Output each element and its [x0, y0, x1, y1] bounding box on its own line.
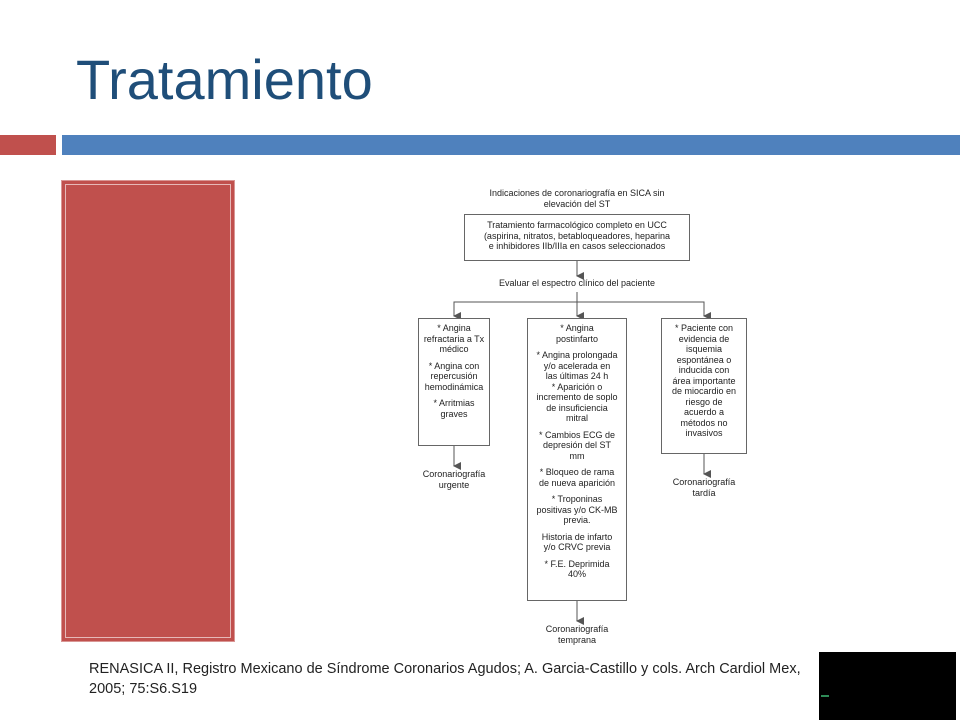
treatment-line: e inhibidores IIb/IIIa en casos seleccionados	[488, 241, 666, 251]
criterion-line: * F.E. Deprimida	[544, 558, 610, 569]
criterion	[528, 382, 626, 424]
criterion-line: evidencia de	[678, 333, 730, 344]
criterion-line: repercusión	[430, 371, 478, 381]
criterion-line: riesgo de	[685, 396, 723, 407]
outcome-line: tardía	[692, 487, 716, 498]
left-criteria-box	[418, 318, 490, 446]
title-accent-blue-bar	[62, 135, 960, 155]
criterion	[528, 494, 626, 526]
treatment-line: Tratamiento farmacológico completo en UCC	[487, 220, 667, 230]
criterion-line: * Angina	[560, 323, 594, 333]
treatment-box	[464, 214, 690, 261]
criterion-line: mitral	[566, 413, 588, 423]
criterion-line: * Angina con	[428, 360, 480, 371]
reference-citation: RENASICA II, Registro Mexicano de Síndrome Coronarios Agudos; A. Garcia-Castillo y cols. Arch Cardiol Mex, 2005; 75:S6.S19	[89, 661, 801, 697]
criterion-line: 40%	[567, 569, 586, 579]
criterion-line: acuerdo a	[683, 407, 725, 417]
criterion-line: y/o CRVC previa	[543, 542, 611, 552]
criterion-line: invasivos	[685, 428, 723, 438]
connector-to-right-box	[577, 302, 704, 316]
criterion-line: graves	[440, 408, 468, 419]
criterion-line: espontánea o	[676, 354, 732, 365]
criterion-line: mm	[569, 450, 585, 461]
evaluate-label: Evaluar el espectro clínico del paciente	[498, 278, 656, 288]
criterion-line: * Bloqueo de rama	[539, 467, 615, 477]
outcome-line: urgente	[438, 479, 470, 490]
slide-title: Tratamiento	[76, 48, 373, 111]
criterion-line: métodos no	[680, 417, 728, 428]
heading-line: Indicaciones de coronariografía en SICA sin	[489, 188, 665, 198]
right-criteria-box	[661, 318, 747, 454]
decorative-red-panel	[61, 180, 235, 642]
green-marker	[821, 695, 829, 697]
criterion-line: y/o acelerada en	[543, 360, 611, 371]
criterion-line: depresión del ST	[542, 440, 612, 450]
criterion	[419, 398, 489, 419]
criterion-line: isquemia	[685, 344, 723, 354]
criterion	[528, 532, 626, 553]
flowchart-heading	[460, 188, 694, 209]
outcome-line: Coronariografía	[422, 469, 486, 479]
criterion-line: * Cambios ECG de	[538, 429, 616, 440]
outcome-urgent	[404, 469, 504, 490]
criterion-line: las últimas 24 h	[545, 371, 609, 381]
criterion-line: * Troponinas	[551, 494, 603, 504]
criterion-line: positivas y/o CK-MB	[536, 504, 618, 515]
center-criteria-box	[527, 318, 627, 601]
dark-video-thumbnail	[819, 652, 956, 720]
criterion-line: inducida con	[678, 365, 730, 375]
criterion-line: refractaria a Tx	[423, 333, 485, 344]
criterion-line: hemodinámica	[424, 381, 484, 392]
criterion-line: de insuficiencia	[546, 402, 608, 413]
outcome-line: Coronariografía	[672, 477, 736, 487]
criterion-line: * Paciente con	[674, 323, 734, 333]
criterion-line: previa.	[563, 515, 591, 525]
criterion	[528, 430, 626, 462]
criterion	[419, 323, 489, 355]
treatment-line: (aspirina, nitratos, betabloqueadores, heparina	[483, 230, 671, 241]
criterion-line: área importante	[672, 375, 736, 386]
title-accent-red-bar	[0, 135, 56, 155]
criterion-line: postinfarto	[555, 333, 599, 344]
outcome-late	[654, 477, 754, 498]
criterion-line: de miocardio en	[671, 386, 737, 396]
coronariography-flowchart	[380, 180, 780, 650]
criterion	[528, 559, 626, 580]
criterion	[528, 467, 626, 488]
criterion-line: * Angina prolongada	[536, 350, 618, 360]
criterion-line: * Angina	[437, 323, 471, 333]
criterion	[528, 323, 626, 344]
criterion-line: * Aparición o	[551, 381, 603, 392]
heading-line: elevación del ST	[543, 198, 611, 209]
criterion	[419, 361, 489, 393]
connector-to-left-box	[454, 302, 577, 316]
criterion	[662, 323, 746, 439]
criterion-line: incremento de soplo	[536, 392, 618, 402]
criterion-line: Historia de infarto	[541, 531, 613, 542]
criterion	[528, 350, 626, 382]
criterion-line: de nueva aparición	[538, 477, 616, 488]
red-panel-inner-border	[65, 184, 231, 638]
outcome-line: Coronariografía	[545, 624, 609, 634]
outcome-line: temprana	[557, 634, 597, 645]
outcome-early	[527, 624, 627, 645]
criterion-line: médico	[439, 344, 469, 354]
criterion-line: * Arritmias	[433, 398, 475, 408]
